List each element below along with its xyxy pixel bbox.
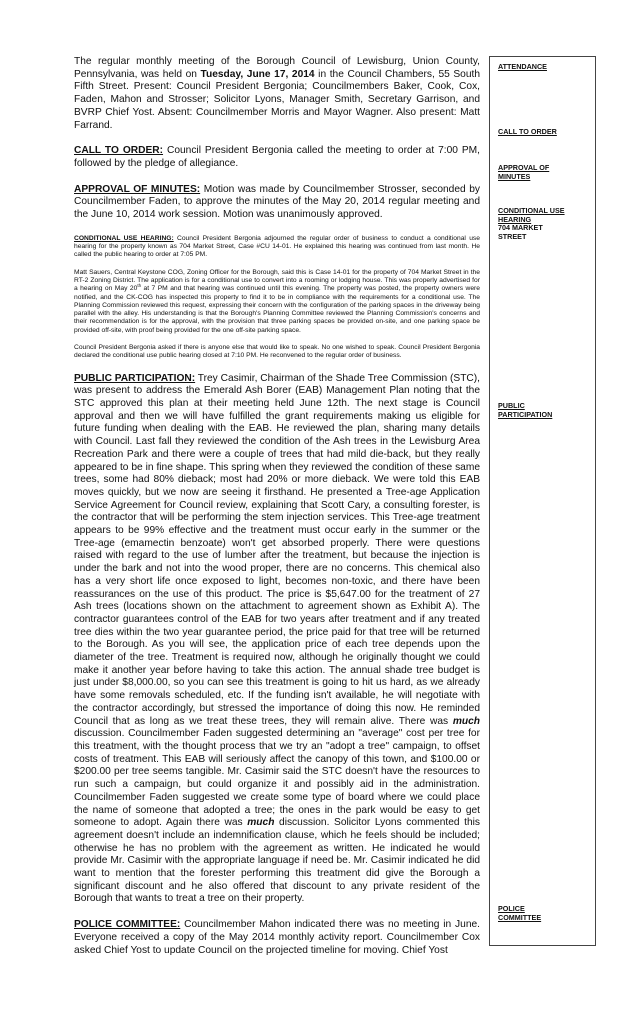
call-to-order-text: Council President Bergonia called the meeting to order at 7:00 PM, followed by the pledge of allegiance. xyxy=(74,145,480,169)
police-committee-heading: POLICE COMMITTEE: xyxy=(74,919,181,931)
conditional-use-hearing-paragraph-1 xyxy=(74,235,480,260)
public-participation-heading: PUBLIC PARTICIPATION: xyxy=(74,372,196,384)
margin-label-cuh-line-4: STREET xyxy=(498,231,527,241)
conditional-use-hearing-heading: CONDITIONAL USE HEARING: xyxy=(74,234,174,242)
margin-label-cuh-line-2: HEARING xyxy=(498,214,532,224)
public-participation-paragraph xyxy=(74,373,480,907)
margin-label-conditional-use-hearing xyxy=(498,207,594,241)
margin-label-call-to-order xyxy=(498,128,594,137)
margin-label-public-line-1: PUBLIC xyxy=(498,401,525,410)
ordinal-suffix: th xyxy=(137,282,142,288)
police-committee-text: Councilmember Mahon indicated there was no meeting in June. Everyone received a copy of the May 2014 monthly activity report. Councilmember Cox asked Chief Yost to update Council on the projected timeline for moving. Chief Yost xyxy=(74,919,480,956)
call-to-order-heading: CALL TO ORDER: xyxy=(74,145,164,157)
margin-label-attendance xyxy=(498,63,594,72)
margin-label-attendance-text: ATTENDANCE xyxy=(498,62,547,71)
attendance-text-pre: The regular monthly meeting of the Borough Council of Lewisburg, Union County, Pennsylvania, was held on xyxy=(74,56,480,80)
police-committee-paragraph xyxy=(74,919,480,957)
margin-label-call-to-order-text: CALL TO ORDER xyxy=(498,127,557,136)
meeting-date: Tuesday, June 17, 2014 xyxy=(200,68,315,80)
minutes-body xyxy=(74,56,480,957)
approval-of-minutes-text: Motion was made by Councilmember Strosser, seconded by Councilmember Faden, to approve the minutes of the May 20, 2014 regular meeting and the June 10, 2014 work session. Motion was unanimously approved. xyxy=(74,183,480,221)
approval-of-minutes-paragraph xyxy=(74,184,480,222)
margin-label-police-line-1: POLICE xyxy=(498,904,525,913)
conditional-use-hearing-text-1: Council President Bergonia adjourned the regular order of business to conduct a conditional use hearing for the property known as 704 Market Street, Case #CU 14-01. He explained this hearing was continued from last month. He called the public hearing to order at 7:05 PM. xyxy=(74,234,480,259)
conditional-use-hearing-paragraph-3 xyxy=(74,344,480,361)
public-participation-text-3: discussion. Solicitor Lyons commented this agreement doesn't include an indemnification clause, which he feels should be included; otherwise he has no problem with the agreement as written. He indicated he would provide Mr. Casimir with the appropriate language if need be. Mr. Casimir indicated he did want to mention that the forester performing this treatment did give the Borough a significant discount and he also offered that discount to any private resident of the Borough that wants to treat a tree on their property. xyxy=(74,817,481,905)
conditional-use-hearing-text-2a: Matt Sauers, Central Keystone COG, Zoning Officer for the Borough, said this is Case 14-01 for the property of 704 Market Street in the RT-2 Zoning District. The application is for a conditional use to convert into a rooming or lodging house. This was properly advertised for a hearing on May 20 xyxy=(74,268,480,293)
conditional-use-hearing-text-2b: at 7 PM and that hearing was continued until this evening. The property was posted, the property owners were notified, and the CK-COG has inspected this property to find it to be in compliance with the requirements for a conditional use. The Planning Commission reviewed this request, expressing their concern with the configuration of the parking spaces in the driveway being parallel with the alley. His understanding is that the Borough's Planning Committee reviewed the Planning Commission's concerns and their recommendation is for the approval, with the provision that three parking spaces be provided on-site, and one parking space be provided off-site, with proof being provided for the one off-site parking space. xyxy=(74,285,480,334)
call-to-order-paragraph xyxy=(74,145,480,170)
margin-label-approval-of-minutes xyxy=(498,164,594,181)
conditional-use-hearing-text-3: Council President Bergonia asked if there is anyone else that would like to speak. No one wished to speak. Council President Bergonia declared the conditional use public hearing closed at 7:10 PM. He reconvened to the regular order of business. xyxy=(74,344,480,360)
margin-label-police-line-2: COMMITTEE xyxy=(498,912,542,922)
attendance-text-post: in the Council Chambers, 55 South Fifth Street. Present: Council President Bergonia; Councilmembers Baker, Cook, Cox, Faden, Mahon and Strosser; Solicitor Lyons, Manager Smith, Secretary Garrison, and BVRP Chief Yost. Absent: Councilmember Morris and Mayor Wagner. Also present: Matt Farrand. xyxy=(74,68,480,131)
margin-label-public-line-2: PARTICIPATION xyxy=(498,409,553,419)
public-participation-text-2: discussion. Councilmember Faden suggested determining an "average" cost per tree for this treatment, with the thought process that we try an "adopt a tree" campaign, to offset costs of treatment. This EAB will seriously affect the canopy of this town, and $100.00 or $200.00 per tree seems tangible. Mr. Casimir said the STC doesn't have the resources to run such a campaign, but could organize it and possibly aid in the administration. Councilmember Faden suggested we create some type of board where we could place the name of someone that adopted a tree; the ones in the park would be easy to get someone to adopt. Again there was xyxy=(74,728,480,829)
margin-topic-box xyxy=(489,56,596,946)
attendance-paragraph xyxy=(74,56,480,132)
margin-label-approval-line-1: APPROVAL OF xyxy=(498,163,550,172)
conditional-use-hearing-paragraph-2 xyxy=(74,269,480,335)
margin-label-cuh-line-1: CONDITIONAL USE xyxy=(498,206,565,215)
margin-label-public-participation xyxy=(498,402,594,419)
public-participation-text-1: Trey Casimir, Chairman of the Shade Tree Commission (STC), was present to address the Emerald Ash Borer (EAB) Management Plan noting that the STC approved this plan at their meeting held June 12th. The next stage is Council approval and then we will have fulfilled the grant requirements making us eligible for future funding when dealing with the EAB. He reviewed the plan, sharing many details with Council. Last fall they reviewed the condition of the Ash trees in the Lewisburg Area Recreation Park and there were a couple of trees that had mild die-back, but they really appeared to be in fine shape. This spring when they reviewed the condition of these same trees, some had 80% dieback; most had 20% or more dieback. We were told this EAB moves quickly, but we now are seeing it firsthand. He presented a Tree-age Application Service Agreement for Council review, explaining that Scott Cary, a consulting forester, is the contractor that will be performing the stem injection services. This Tree-age treatment appears to be 99% effective and the treatment must occur early in the summer or the Tree-age (emamectin benzoate) won't get absorbed properly. There were questions raised with regard to the use of lumber after the treatment, but because the injection is under the bark and not into the wood proper, there are no concerns. This chemical also has a very short life once exposed to light, becomes non-toxic, and there have been reassurances on the use of this product. The price is $5,647.00 for the treatment of 27 Ash trees (locations shown on the attachment to agreement shown as Exhibit A). The contractor guarantees control of the EAB for two years after treatment and if any treated tree dies within the two year guarantee period, the price paid for that tree will be returned to the Borough. As you will see, the application price of each tree depends upon the diameter of the tree. Treatment is required now, although he originally thought we could make it another year before having to take this action. The annual shade tree budget is just under $8,000.00, so you can see this treatment is going to hit us hard, as we already have some removals scheduled, etc. If the funding isn't available, he will negotiate with the contractor accordingly, but stressed the importance of doing this now. He reminded Council that as long as we treat these trees, they will remain alive. There was xyxy=(74,372,480,727)
emphasis-much-2: much xyxy=(247,817,275,829)
approval-of-minutes-heading: APPROVAL OF MINUTES: xyxy=(74,183,201,195)
margin-label-approval-line-2: MINUTES xyxy=(498,171,531,181)
emphasis-much-1: much xyxy=(452,715,480,727)
margin-label-police-committee xyxy=(498,905,594,922)
margin-label-cuh-line-3: 704 MARKET xyxy=(498,223,543,233)
